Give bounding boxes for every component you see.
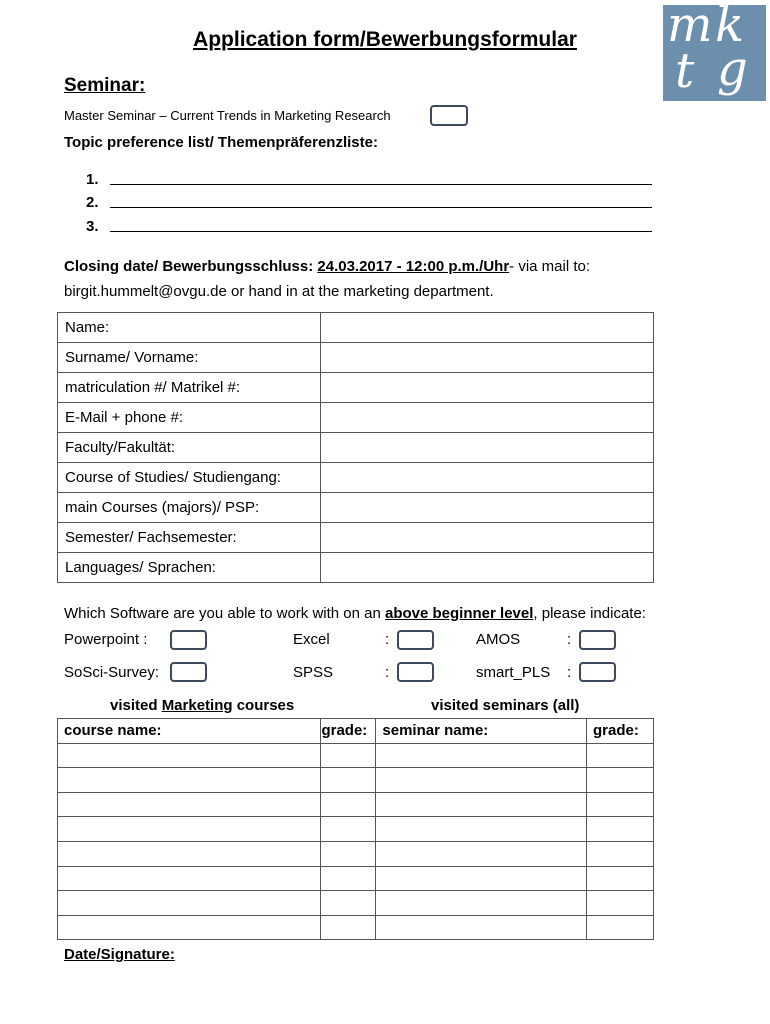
software-smartpls-checkbox[interactable] bbox=[579, 662, 616, 682]
software-excel-colon: : bbox=[385, 631, 390, 648]
field-label: Name: bbox=[58, 313, 321, 343]
seminar-heading: Seminar: bbox=[64, 75, 146, 96]
software-powerpoint-label: Powerpoint : bbox=[64, 631, 148, 648]
topic-number-1: 1. bbox=[86, 171, 99, 188]
software-intro bbox=[64, 605, 646, 622]
software-amos-label: AMOS bbox=[476, 631, 521, 648]
logo-letter-m: m bbox=[667, 5, 713, 53]
table-row bbox=[58, 866, 654, 891]
software-smartpls-colon: : bbox=[567, 664, 572, 681]
table-row bbox=[58, 493, 654, 523]
seminar-grade-cell[interactable] bbox=[587, 743, 654, 768]
table-row bbox=[58, 463, 654, 493]
field-value[interactable] bbox=[321, 493, 654, 523]
seminar-name-cell[interactable] bbox=[376, 768, 587, 793]
table-row bbox=[58, 433, 654, 463]
course-grade-cell[interactable] bbox=[321, 841, 376, 866]
software-sosci-checkbox[interactable] bbox=[170, 662, 207, 682]
seminar-name-cell[interactable] bbox=[376, 817, 587, 842]
software-excel-label: Excel bbox=[293, 631, 330, 648]
seminar-name-cell[interactable] bbox=[376, 792, 587, 817]
logo-letter-k: k bbox=[715, 5, 745, 53]
course-grade-cell[interactable] bbox=[321, 915, 376, 940]
software-sosci-label: SoSci-Survey: bbox=[64, 664, 160, 681]
course-grade-cell[interactable] bbox=[321, 891, 376, 916]
seminar-grade-cell[interactable] bbox=[587, 817, 654, 842]
table-row bbox=[58, 891, 654, 916]
course-name-header: course name: bbox=[58, 719, 321, 744]
software-amos-colon: : bbox=[567, 631, 572, 648]
course-grade-cell[interactable] bbox=[321, 792, 376, 817]
logo-letter-t: t bbox=[675, 43, 695, 99]
table-row bbox=[58, 343, 654, 373]
seminar-grade-cell[interactable] bbox=[587, 866, 654, 891]
seminar-grade-cell[interactable] bbox=[587, 915, 654, 940]
course-name-cell[interactable] bbox=[58, 915, 321, 940]
field-label: Languages/ Sprachen: bbox=[58, 553, 321, 583]
field-value[interactable] bbox=[321, 433, 654, 463]
seminar-name: Master Seminar – Current Trends in Marketing Research bbox=[64, 108, 391, 123]
field-value[interactable] bbox=[321, 373, 654, 403]
field-value[interactable] bbox=[321, 463, 654, 493]
course-grade-cell[interactable] bbox=[321, 743, 376, 768]
table-row bbox=[58, 792, 654, 817]
seminar-name-cell[interactable] bbox=[376, 866, 587, 891]
field-label: Course of Studies/ Studiengang: bbox=[58, 463, 321, 493]
visited-marketing-heading bbox=[110, 697, 294, 714]
topic-line-2[interactable] bbox=[110, 207, 652, 208]
course-name-cell[interactable] bbox=[58, 743, 321, 768]
mktg-logo bbox=[663, 5, 766, 101]
course-name-cell[interactable] bbox=[58, 768, 321, 793]
table-row bbox=[58, 915, 654, 940]
field-label: matriculation #/ Matrikel #: bbox=[58, 373, 321, 403]
form-title: Application form/Bewerbungsformular bbox=[193, 28, 577, 51]
seminar-name-cell[interactable] bbox=[376, 915, 587, 940]
software-excel-checkbox[interactable] bbox=[397, 630, 434, 650]
topic-line-1[interactable] bbox=[110, 184, 652, 185]
topic-line-3[interactable] bbox=[110, 231, 652, 232]
visited-marketing-text: visited bbox=[110, 697, 162, 714]
field-label: Faculty/Fakultät: bbox=[58, 433, 321, 463]
course-grade-cell[interactable] bbox=[321, 768, 376, 793]
closing-suffix: - via mail to: bbox=[509, 258, 591, 275]
visited-seminars-heading: visited seminars (all) bbox=[431, 697, 580, 714]
field-label: main Courses (majors)/ PSP: bbox=[58, 493, 321, 523]
table-row bbox=[58, 553, 654, 583]
table-row bbox=[58, 768, 654, 793]
software-smartpls-label: smart_PLS bbox=[476, 664, 551, 681]
seminar-name-cell[interactable] bbox=[376, 891, 587, 916]
courses-table bbox=[57, 718, 654, 940]
course-name-cell[interactable] bbox=[58, 792, 321, 817]
software-intro-emphasis: above beginner level bbox=[385, 605, 534, 622]
software-spss-colon: : bbox=[385, 664, 390, 681]
course-grade-cell[interactable] bbox=[321, 866, 376, 891]
course-name-cell[interactable] bbox=[58, 891, 321, 916]
closing-line2: birgit.hummelt@ovgu.de or hand in at the marketing department. bbox=[64, 283, 494, 300]
seminar-grade-header: grade: bbox=[587, 719, 654, 744]
software-spss-label: SPSS bbox=[293, 664, 334, 681]
closing-label: Closing date/ Bewerbungsschluss: bbox=[64, 258, 318, 275]
field-value[interactable] bbox=[321, 403, 654, 433]
topic-number-3: 3. bbox=[86, 218, 99, 235]
topic-preference-heading: Topic preference list/ Themenpräferenzliste: bbox=[64, 134, 378, 151]
table-row bbox=[58, 523, 654, 553]
software-intro-text: Which Software are you able to work with on an bbox=[64, 605, 385, 622]
table-row bbox=[58, 313, 654, 343]
seminar-name-cell[interactable] bbox=[376, 841, 587, 866]
field-value[interactable] bbox=[321, 523, 654, 553]
course-grade-header: grade: bbox=[321, 719, 376, 744]
software-powerpoint-checkbox[interactable] bbox=[170, 630, 207, 650]
table-row bbox=[58, 817, 654, 842]
seminar-name-cell[interactable] bbox=[376, 743, 587, 768]
table-row bbox=[58, 403, 654, 433]
field-value[interactable] bbox=[321, 313, 654, 343]
course-grade-cell[interactable] bbox=[321, 817, 376, 842]
table-row bbox=[58, 743, 654, 768]
logo-letter-g: g bbox=[717, 41, 748, 97]
course-name-cell[interactable] bbox=[58, 866, 321, 891]
closing-date: 24.03.2017 - 12:00 p.m./Uhr bbox=[317, 258, 510, 275]
software-intro-end: , please indicate: bbox=[533, 605, 646, 622]
table-row bbox=[58, 841, 654, 866]
software-spss-checkbox[interactable] bbox=[397, 662, 434, 682]
course-name-cell[interactable] bbox=[58, 841, 321, 866]
field-label: Semester/ Fachsemester: bbox=[58, 523, 321, 553]
course-name-cell[interactable] bbox=[58, 817, 321, 842]
seminar-grade-cell[interactable] bbox=[587, 841, 654, 866]
visited-marketing-end: courses bbox=[232, 697, 295, 714]
seminar-grade-cell[interactable] bbox=[587, 891, 654, 916]
seminar-grade-cell[interactable] bbox=[587, 792, 654, 817]
table-row bbox=[58, 373, 654, 403]
seminar-grade-cell[interactable] bbox=[587, 768, 654, 793]
seminar-checkbox[interactable] bbox=[430, 105, 468, 126]
field-value[interactable] bbox=[321, 343, 654, 373]
field-label: Surname/ Vorname: bbox=[58, 343, 321, 373]
visited-marketing-emphasis: Marketing bbox=[161, 697, 233, 714]
field-value[interactable] bbox=[321, 553, 654, 583]
closing-date-text bbox=[64, 254, 754, 304]
date-signature-label: Date/Signature: bbox=[64, 946, 175, 963]
seminar-name-header: seminar name: bbox=[376, 719, 587, 744]
personal-info-table bbox=[57, 312, 654, 583]
field-label: E-Mail + phone #: bbox=[58, 403, 321, 433]
topic-number-2: 2. bbox=[86, 194, 99, 211]
software-amos-checkbox[interactable] bbox=[579, 630, 616, 650]
table-header-row bbox=[58, 719, 654, 744]
